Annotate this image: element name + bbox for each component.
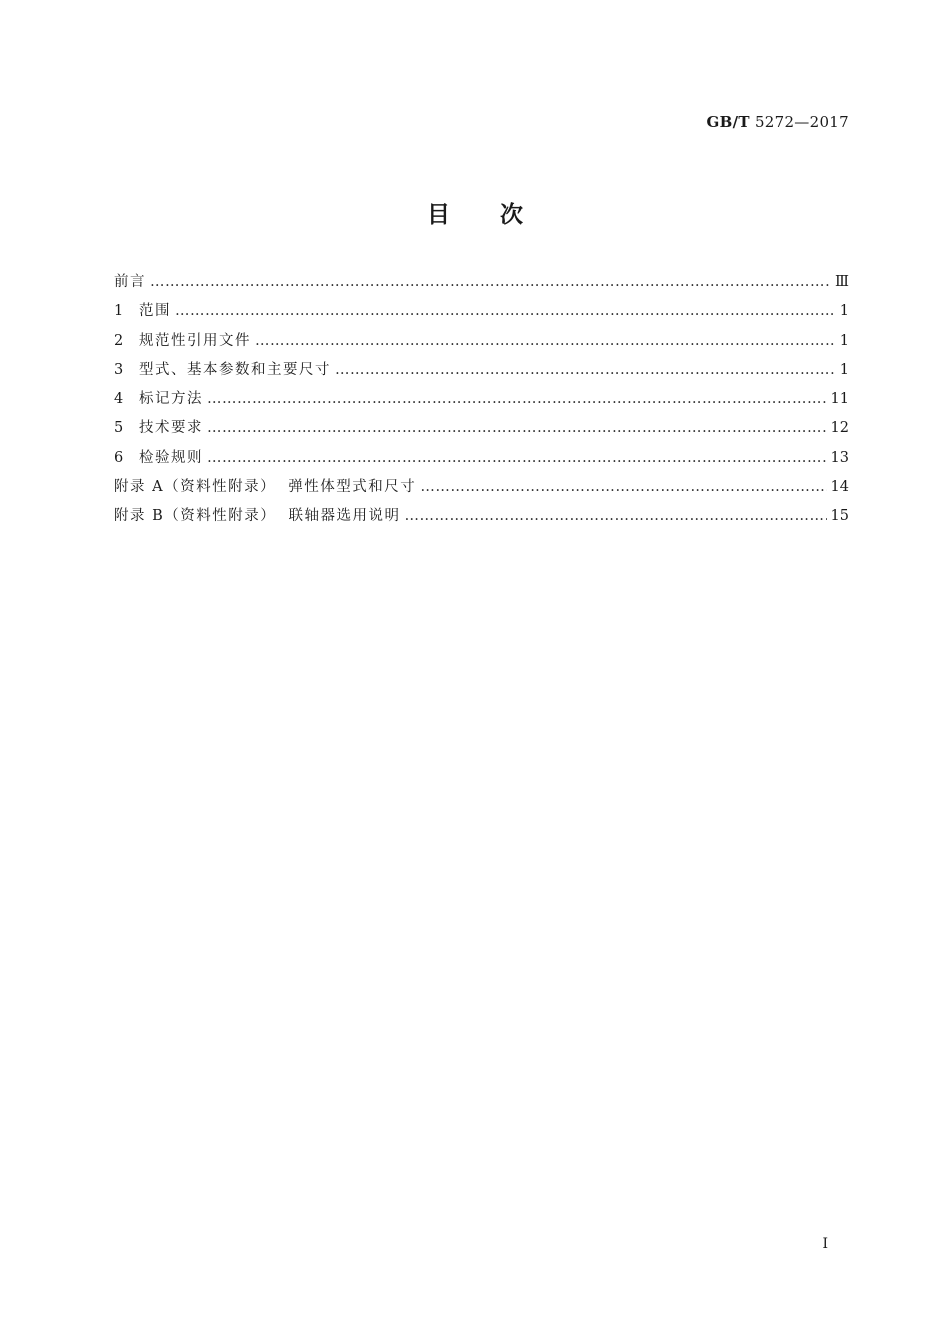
toc-entry-4[interactable] xyxy=(114,387,849,416)
toc-entry-appendix-a[interactable] xyxy=(114,475,849,504)
toc-entry-1[interactable] xyxy=(114,299,849,328)
toc-dot-leader xyxy=(175,303,835,319)
toc-entry-page: 1 xyxy=(839,303,849,320)
toc-entry-page: 13 xyxy=(830,449,849,466)
toc-entry-number: 4 xyxy=(114,391,124,408)
toc-entry-number: 5 xyxy=(114,420,124,437)
toc-entry-3[interactable] xyxy=(114,358,849,387)
toc-entry-number: 2 xyxy=(114,332,124,349)
toc-dot-leader xyxy=(420,479,826,495)
toc-entry-label: 前言 xyxy=(114,274,146,290)
standard-prefix: GB/T xyxy=(706,113,750,131)
toc-entry-label: 附录 B（资料性附录） 联轴器选用说明 xyxy=(114,508,401,525)
toc-entry-page: 12 xyxy=(830,420,849,437)
toc-entry-page: 11 xyxy=(830,391,849,408)
toc-entry-page: 14 xyxy=(830,479,849,496)
toc-entry-number: 1 xyxy=(114,303,124,320)
toc-dot-leader xyxy=(150,274,831,290)
toc-dot-leader xyxy=(207,450,827,466)
table-of-contents xyxy=(114,270,849,534)
toc-entry-page: 15 xyxy=(830,508,849,525)
toc-entry-label: 附录 A（资料性附录） 弹性体型式和尺寸 xyxy=(114,479,417,496)
standard-code xyxy=(707,113,849,131)
toc-entry-label: 型式、基本参数和主要尺寸 xyxy=(139,361,331,378)
toc-entry-6[interactable] xyxy=(114,446,849,475)
toc-entry-label: 标记方法 xyxy=(139,391,203,408)
toc-entry-appendix-b[interactable] xyxy=(114,504,849,533)
toc-entry-label: 规范性引用文件 xyxy=(139,332,251,349)
toc-dot-leader xyxy=(255,333,835,349)
toc-dot-leader xyxy=(335,362,835,378)
toc-entry-label: 技术要求 xyxy=(139,420,203,437)
toc-entry-foreword[interactable] xyxy=(114,270,849,299)
toc-dot-leader xyxy=(404,508,826,524)
toc-entry-label: 检验规则 xyxy=(139,449,203,466)
toc-entry-page: Ⅲ xyxy=(835,274,849,290)
toc-entry-2[interactable] xyxy=(114,329,849,358)
toc-entry-label: 范围 xyxy=(139,303,171,320)
standard-number: 5272—2017 xyxy=(754,113,849,131)
toc-dot-leader xyxy=(207,391,827,407)
page-title: 目次 xyxy=(427,202,573,228)
toc-entry-page: 1 xyxy=(839,361,849,378)
toc-entry-number: 6 xyxy=(114,449,124,466)
toc-entry-page: 1 xyxy=(839,332,849,349)
toc-entry-5[interactable] xyxy=(114,416,849,445)
toc-entry-number: 3 xyxy=(114,361,124,378)
page-number: Ⅰ xyxy=(822,1236,828,1252)
toc-dot-leader xyxy=(207,420,827,436)
